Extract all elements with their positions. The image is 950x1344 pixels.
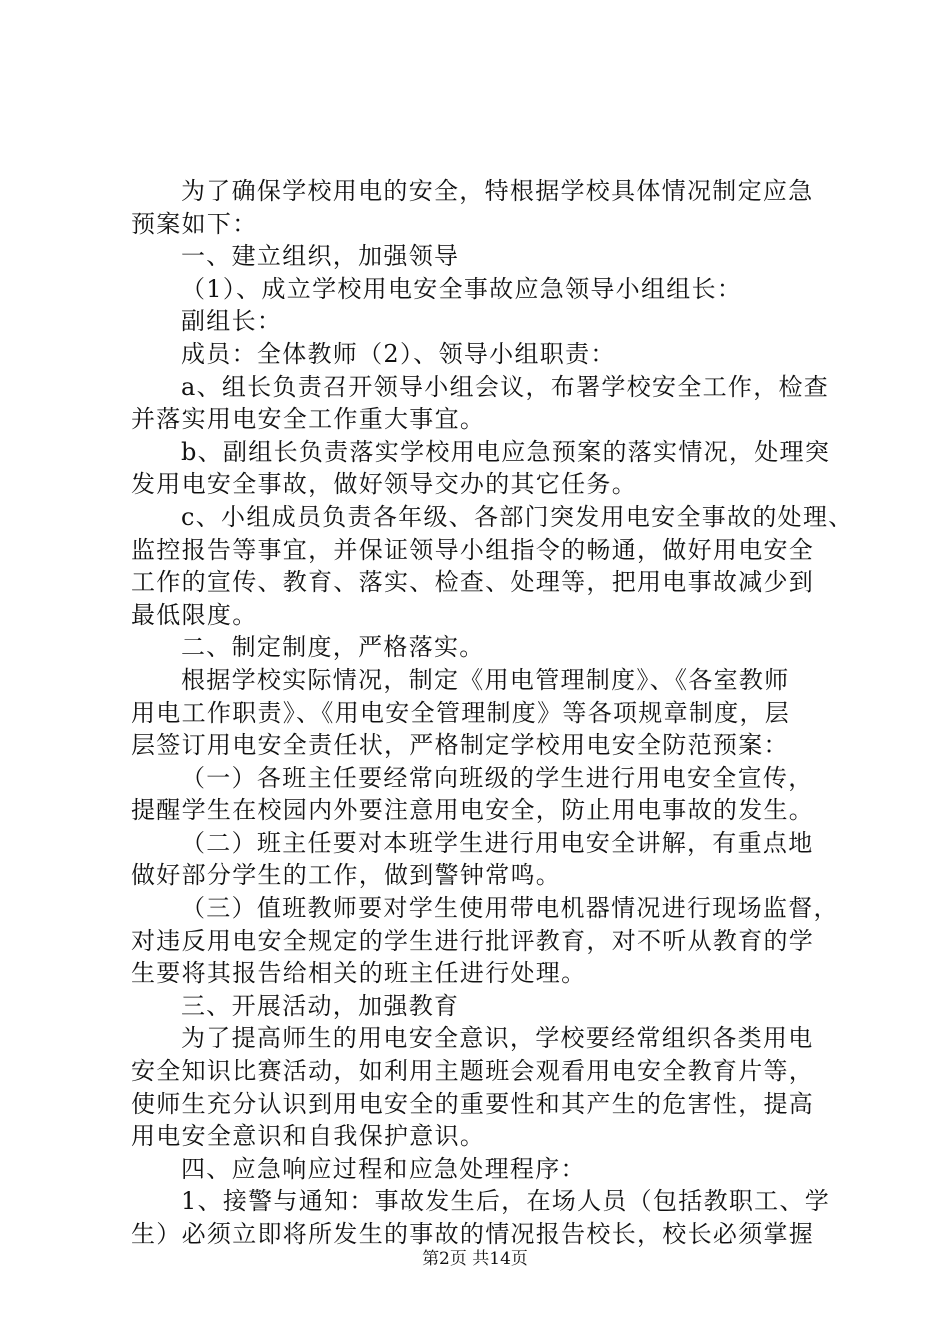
text-line: 三、开展活动，加强教育 [181,991,460,1020]
document-body [131,175,854,1251]
text-line: 生）必须立即将所发生的事故的情况报告校长，校长必须掌握 [131,1220,815,1248]
text-line: 并落实用电安全工作重大事宜。 [131,405,486,434]
page-footer: 第2页 共14页 [422,1249,528,1269]
text-line: 发用电安全事故，做好领导交办的其它任务。 [131,470,637,499]
text-line: 四、应急响应过程和应急处理程序： [181,1154,586,1183]
text-line: c、小组成员负责各年级、各部门突发用电安全事故的处理、 [181,502,854,531]
text-line: （二）班主任要对本班学生进行用电安全讲解，有重点地 [181,828,814,857]
text-line: 使师生充分认识到用电安全的重要性和其产生的危害性，提高 [131,1089,815,1118]
text-line: 副组长： [181,307,283,336]
text-line: 为了提高师生的用电安全意识，学校要经常组织各类用电 [181,1024,814,1053]
text-line: 成员：全体教师（2）、领导小组职责： [181,339,616,368]
text-line: 做好部分学生的工作，做到警钟常鸣。 [131,861,562,890]
text-line: 提醒学生在校园内外要注意用电安全，防止用电事故的发生。 [131,796,815,825]
text-line: 安全知识比赛活动，如利用主题班会观看用电安全教育片等， [131,1057,815,1086]
text-line: b、副组长负责落实学校用电应急预案的落实情况，处理突 [181,437,831,466]
text-line: 用电工作职责》、《用电安全管理制度》等各项规章制度，层 [131,698,791,727]
text-line: 二、制定制度，严格落实。 [181,633,485,662]
text-line: 用电安全意识和自我保护意识。 [131,1122,486,1151]
text-line: 监控报告等事宜，并保证领导小组指令的畅通，做好用电安全 [131,535,815,564]
text-line: 为了确保学校用电的安全，特根据学校具体情况制定应急 [181,177,814,205]
text-line: 根据学校实际情况，制定《用电管理制度》、《各室教师 [181,665,790,694]
text-line: （一）各班主任要经常向班级的学生进行用电安全宣传， [181,763,814,792]
text-line: 1、接警与通知：事故发生后，在场人员（包括教职工、学 [181,1187,831,1216]
text-line: 最低限度。 [131,600,258,629]
text-line: 对违反用电安全规定的学生进行批评教育，对不听从教育的学 [131,926,815,955]
text-line: 工作的宣传、教育、落实、检查、处理等，把用电事故减少到 [131,568,815,597]
text-line: 层签订用电安全责任状，严格制定学校用电安全防范预案： [131,731,789,760]
text-line: 一、建立组织，加强领导 [181,242,460,271]
text-line: （三）值班教师要对学生使用带电机器情况进行现场监督， [181,894,839,923]
text-line: a、组长负责召开领导小组会议，布署学校安全工作，检查 [181,372,830,401]
text-line: 生要将其报告给相关的班主任进行处理。 [131,959,587,988]
text-line: 预案如下： [131,209,258,238]
text-line: （1）、成立学校用电安全事故应急领导小组组长： [181,274,743,303]
